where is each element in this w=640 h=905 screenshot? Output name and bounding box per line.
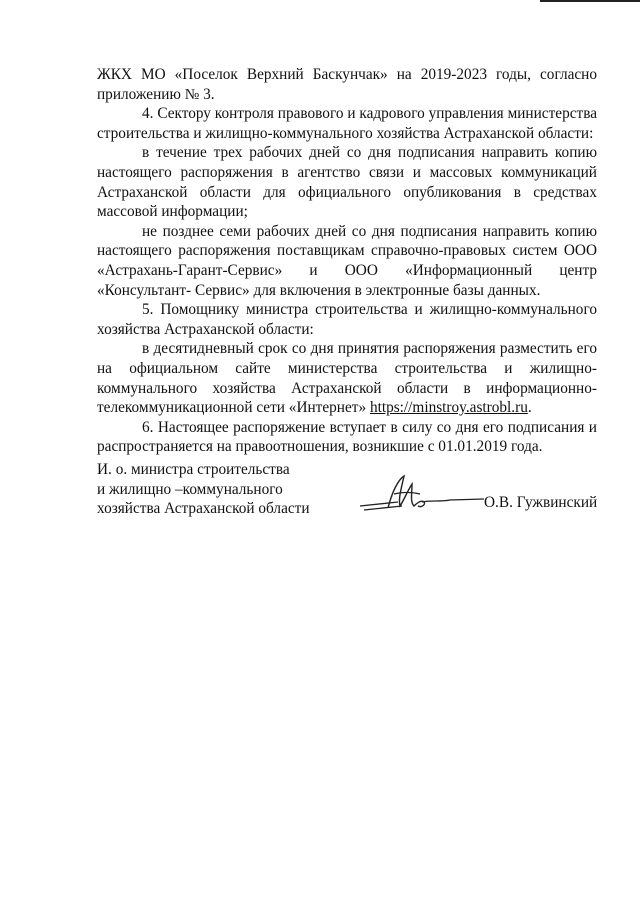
paragraph-item-4-legal-systems: не позднее семи рабочих дней со дня подписания направить копию настоящего распоряжения поставщикам справочно-правовых систем ООО «Астрахань-Гарант-Сервис» и ООО «Информационный центр «Консультант- Сервис» для включения в электронные базы данных. — [97, 222, 597, 299]
signatory-name: О.В. Гужвинский — [484, 494, 598, 511]
handwritten-signature — [358, 472, 488, 518]
document-body — [97, 65, 597, 457]
top-edge-line — [540, 0, 640, 2]
paragraph-item-5: 5. Помощнику министра строительства и жилищно-коммунального хозяйства Астраханской области: — [97, 301, 597, 338]
paragraph-text: в десятидневный срок со дня принятия распоряжения разместить его на официальном сайте министерства строительства и жилищно-коммунального хозяйства Астраханской области в информационно-телекоммуникационной сети «Интернет» — [97, 340, 597, 417]
paragraph-item-4-publication: в течение трех рабочих дней со дня подписания направить копию настоящего распоряжения в агентство связи и массовых коммуникаций Астраханской области для официального опубликования в средствах массовой информации; — [97, 144, 597, 221]
signatory-title — [97, 460, 310, 519]
website-link[interactable]: https://minstroy.astrobl.ru — [369, 399, 528, 417]
signatory-title-line-2: и жилищно –коммунального — [97, 480, 283, 498]
paragraph-item-5-website — [97, 339, 597, 417]
signatory-title-line-3: хозяйства Астраханской области — [97, 500, 310, 517]
paragraph-continuation: ЖКХ МО «Поселок Верхний Баскунчак» на 2019-2023 годы, согласно приложению № 3. — [97, 66, 597, 103]
signatory-title-line-1: И. о. министра строительства — [97, 461, 290, 478]
paragraph-item-6: 6. Настоящее распоряжение вступает в силу со дня его подписания и распространяется на правоотношения, возникшие с 01.01.2019 года. — [97, 418, 597, 456]
paragraph-item-4: 4. Сектору контроля правового и кадрового управления министерства строительства и жилищно-коммунального хозяйства Астраханской области: — [97, 105, 597, 142]
paragraph-text-end: . — [527, 399, 532, 417]
